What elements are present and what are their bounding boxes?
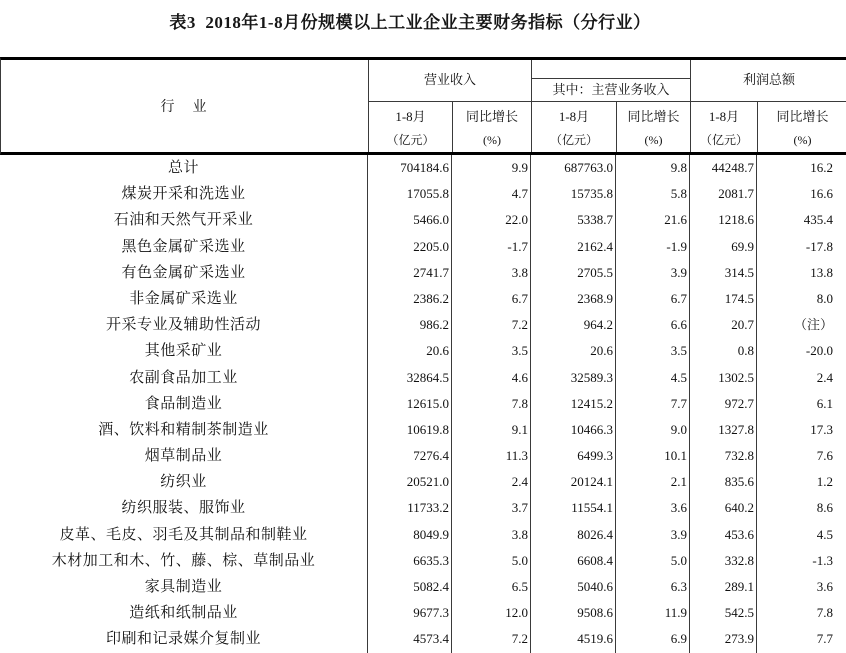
value-cell: 11554.1 — [531, 495, 616, 521]
table-row — [0, 417, 846, 443]
value-cell: 5040.6 — [531, 574, 616, 600]
table-row — [0, 600, 846, 626]
value-cell: 2.4 — [816, 369, 833, 385]
value-cell: -1.7 — [452, 234, 531, 260]
subheader-main-revenue-growth: 同比增长 (%) — [617, 102, 691, 152]
value-cell: 6.5 — [452, 574, 531, 600]
value-cell: 20.7 — [690, 312, 757, 338]
industry-cell: 非金属矿采选业 — [0, 286, 368, 312]
value-cell: 11.3 — [452, 443, 531, 469]
value-cell: 6.7 — [616, 286, 690, 312]
table-row — [0, 522, 846, 548]
subheader-profit-growth: 同比增长 (%) — [776, 109, 829, 147]
value-cell: 4.5 — [816, 526, 833, 542]
value-cell: 6635.3 — [368, 548, 452, 574]
value-cell: 453.6 — [690, 522, 757, 548]
table-row — [0, 495, 846, 521]
value-cell: （注） — [793, 317, 833, 333]
value-cell: 0.8 — [690, 338, 757, 364]
industry-cell: 煤炭开采和洗选业 — [0, 181, 368, 207]
value-cell: -20.0 — [805, 343, 833, 359]
industry-cell: 农副食品加工业 — [0, 365, 368, 391]
value-cell: 22.0 — [452, 207, 531, 233]
value-cell: 640.2 — [690, 495, 757, 521]
value-cell: 5082.4 — [368, 574, 452, 600]
financial-indicators-table — [0, 57, 846, 653]
value-cell: 6.1 — [816, 395, 833, 411]
value-cell: 8.6 — [816, 500, 833, 516]
value-cell: 4.5 — [616, 365, 690, 391]
group-header-total-profit: 利润总额 — [691, 60, 846, 102]
table-row — [0, 391, 846, 417]
table-row — [0, 443, 846, 469]
value-cell: 11.9 — [616, 600, 690, 626]
value-cell: 4573.4 — [368, 626, 452, 652]
value-cell: 964.2 — [531, 312, 616, 338]
value-cell: 732.8 — [690, 443, 757, 469]
value-cell: 6.6 — [616, 312, 690, 338]
table-row — [0, 207, 846, 233]
value-cell: 3.6 — [816, 579, 833, 594]
table-row — [0, 365, 846, 391]
industry-cell: 纺织服装、服饰业 — [0, 495, 368, 521]
table-row — [0, 312, 846, 338]
value-cell: 986.2 — [368, 312, 452, 338]
value-cell: 9.1 — [452, 417, 531, 443]
table-row — [0, 155, 846, 181]
value-cell: 7.6 — [816, 448, 833, 464]
value-cell: 4.6 — [452, 365, 531, 391]
value-cell: 17055.8 — [368, 181, 452, 207]
industry-cell: 印刷和记录媒介复制业 — [0, 626, 368, 652]
value-cell: 704184.6 — [368, 155, 452, 181]
value-cell: 32864.5 — [368, 365, 452, 391]
value-cell: 3.6 — [616, 495, 690, 521]
industry-cell: 食品制造业 — [0, 391, 368, 417]
industry-cell: 皮革、毛皮、羽毛及其制品和制鞋业 — [0, 522, 368, 548]
value-cell: 835.6 — [690, 469, 757, 495]
value-cell: 44248.7 — [690, 155, 757, 181]
value-cell: 3.5 — [452, 338, 531, 364]
table-header — [0, 57, 846, 155]
value-cell: 10619.8 — [368, 417, 452, 443]
value-cell: 6.3 — [616, 574, 690, 600]
value-cell: 7.7 — [616, 391, 690, 417]
value-cell: 3.5 — [616, 338, 690, 364]
value-cell: 3.9 — [616, 260, 690, 286]
value-cell: 332.8 — [690, 548, 757, 574]
value-cell: 174.5 — [690, 286, 757, 312]
value-cell: 6608.4 — [531, 548, 616, 574]
value-cell: 2386.2 — [368, 286, 452, 312]
industry-cell: 有色金属矿采选业 — [0, 260, 368, 286]
column-header-industry: 行 业 — [1, 60, 369, 152]
table-row — [0, 234, 846, 260]
value-cell: 1327.8 — [690, 417, 757, 443]
value-cell: 5338.7 — [531, 207, 616, 233]
value-cell: 7.7 — [816, 631, 833, 647]
value-cell: 8.0 — [816, 290, 833, 306]
value-cell: 5.0 — [616, 548, 690, 574]
industry-cell: 烟草制品业 — [0, 443, 368, 469]
value-cell: 3.8 — [452, 260, 531, 286]
table-row — [0, 469, 846, 495]
value-cell: 9677.3 — [368, 600, 452, 626]
value-cell: 2205.0 — [368, 234, 452, 260]
value-cell: 1218.6 — [690, 207, 757, 233]
table-body — [0, 155, 846, 653]
value-cell: 2.1 — [616, 469, 690, 495]
industry-cell: 开采专业及辅助性活动 — [0, 312, 368, 338]
value-cell: 32589.3 — [531, 365, 616, 391]
table-row — [0, 338, 846, 364]
value-cell: 289.1 — [690, 574, 757, 600]
value-cell: -17.8 — [805, 238, 833, 254]
value-cell: 7.2 — [452, 312, 531, 338]
value-cell: 4.7 — [452, 181, 531, 207]
value-cell: 1302.5 — [690, 365, 757, 391]
value-cell: 15735.8 — [531, 181, 616, 207]
value-cell: 2081.7 — [690, 181, 757, 207]
value-cell: 12615.0 — [368, 391, 452, 417]
table-row — [0, 286, 846, 312]
value-cell: 5.0 — [452, 548, 531, 574]
group-header-operating-revenue: 营业收入 — [369, 60, 532, 102]
value-cell: 20124.1 — [531, 469, 616, 495]
table-row — [0, 181, 846, 207]
value-cell: 12.0 — [452, 600, 531, 626]
value-cell: 10.1 — [616, 443, 690, 469]
value-cell: 7.8 — [452, 391, 531, 417]
industry-cell: 家具制造业 — [0, 574, 368, 600]
value-cell: 5.8 — [616, 181, 690, 207]
table-row — [0, 548, 846, 574]
value-cell: 13.8 — [810, 264, 833, 280]
table-row — [0, 574, 846, 600]
group-header-main-business-revenue — [532, 60, 691, 102]
value-cell: 10466.3 — [531, 417, 616, 443]
value-cell: 5466.0 — [368, 207, 452, 233]
main-business-revenue-inset-box: 其中：主营业务收入 — [532, 78, 690, 101]
subheader-main-revenue-amount: 1-8月 （亿元） — [532, 102, 617, 152]
value-cell: 9.0 — [616, 417, 690, 443]
industry-cell: 总计 — [0, 155, 368, 181]
value-cell: 542.5 — [690, 600, 757, 626]
value-cell: 972.7 — [690, 391, 757, 417]
value-cell: 4519.6 — [531, 626, 616, 652]
subheader-profit-amount: 1-8月 （亿元） — [691, 102, 758, 152]
industry-cell: 纺织业 — [0, 469, 368, 495]
value-cell: 7276.4 — [368, 443, 452, 469]
industry-cell: 其他采矿业 — [0, 338, 368, 364]
value-cell: 21.6 — [616, 207, 690, 233]
industry-cell: 石油和天然气开采业 — [0, 207, 368, 233]
value-cell: 435.4 — [803, 212, 833, 228]
industry-cell: 木材加工和木、竹、藤、棕、草制品业 — [0, 548, 368, 574]
value-cell: 314.5 — [690, 260, 757, 286]
value-cell: 12415.2 — [531, 391, 616, 417]
table-row — [0, 260, 846, 286]
value-cell: 2741.7 — [368, 260, 452, 286]
page-title: 表3 2018年1-8月份规模以上工业企业主要财务指标（分行业） — [169, 13, 651, 32]
value-cell: 69.9 — [690, 234, 757, 260]
value-cell: 2368.9 — [531, 286, 616, 312]
value-cell: 11733.2 — [368, 495, 452, 521]
subheader-revenue-amount: 1-8月 （亿元） — [369, 102, 453, 152]
value-cell: 17.3 — [810, 421, 833, 437]
industry-cell: 酒、饮料和精制茶制造业 — [0, 417, 368, 443]
value-cell: 8049.9 — [368, 522, 452, 548]
value-cell: 9508.6 — [531, 600, 616, 626]
value-cell: 20521.0 — [368, 469, 452, 495]
value-cell: 2162.4 — [531, 234, 616, 260]
value-cell: 16.2 — [810, 160, 833, 175]
value-cell: 20.6 — [531, 338, 616, 364]
value-cell: 6.9 — [616, 626, 690, 652]
value-cell: 7.8 — [816, 605, 833, 621]
value-cell: -1.9 — [616, 234, 690, 260]
value-cell: 20.6 — [368, 338, 452, 364]
value-cell: 8026.4 — [531, 522, 616, 548]
value-cell: 687763.0 — [531, 155, 616, 181]
value-cell: 3.7 — [452, 495, 531, 521]
value-cell: 1.2 — [816, 474, 833, 490]
value-cell: 16.6 — [810, 186, 833, 202]
value-cell: 9.8 — [616, 155, 690, 181]
value-cell: 7.2 — [452, 626, 531, 652]
value-cell: 6.7 — [452, 286, 531, 312]
value-cell: -1.3 — [812, 552, 833, 568]
industry-cell: 黑色金属矿采选业 — [0, 234, 368, 260]
value-cell: 2705.5 — [531, 260, 616, 286]
value-cell: 2.4 — [452, 469, 531, 495]
table-row — [0, 626, 846, 652]
subheader-revenue-growth: 同比增长 (%) — [453, 102, 532, 152]
value-cell: 3.8 — [452, 522, 531, 548]
industry-cell: 造纸和纸制品业 — [0, 600, 368, 626]
value-cell: 9.9 — [452, 155, 531, 181]
value-cell: 273.9 — [690, 626, 757, 652]
value-cell: 6499.3 — [531, 443, 616, 469]
value-cell: 3.9 — [616, 522, 690, 548]
